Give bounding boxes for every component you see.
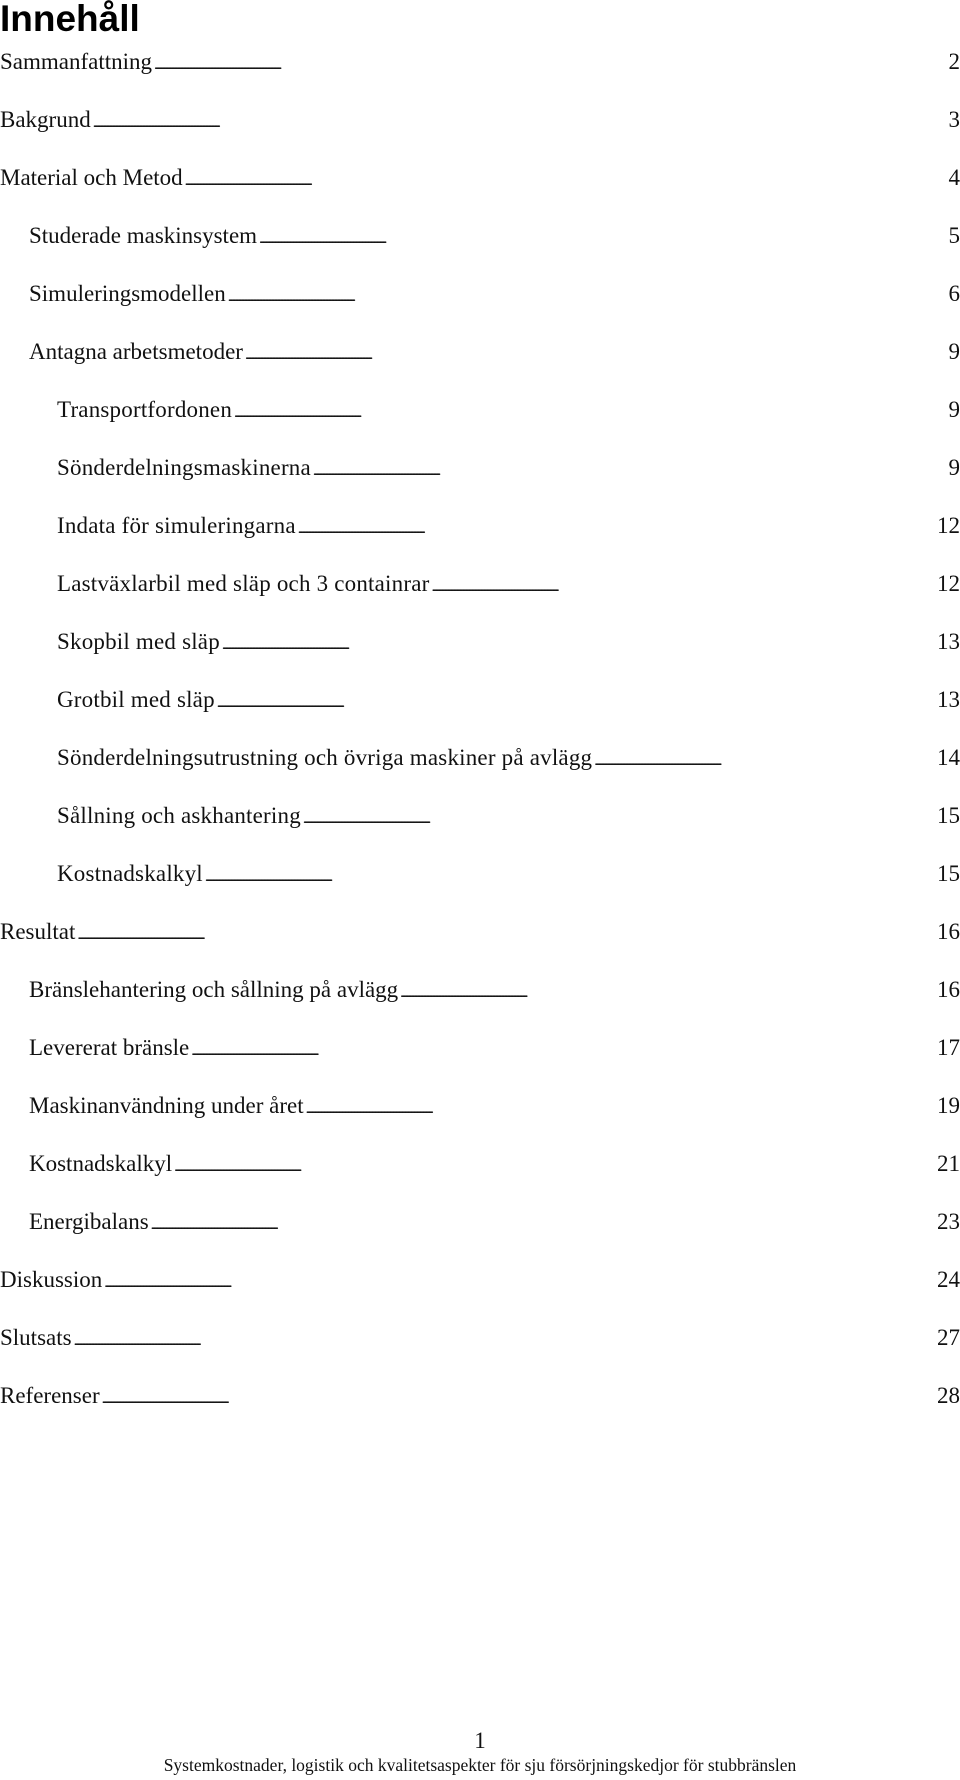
toc-entry[interactable]: [0, 623, 960, 681]
toc-entry-page-number: 2: [948, 49, 960, 74]
toc-entry-title: Bränslehantering och sållning på avlägg: [29, 977, 399, 1002]
toc-entry[interactable]: [0, 101, 960, 159]
toc-entry-title: Lastväxlarbil med släp och 3 containrar: [57, 571, 430, 596]
toc-entry-page-number: 27: [937, 1325, 960, 1350]
toc-entry-page-number: 15: [937, 803, 960, 828]
toc-entry-title: Slutsats: [0, 1325, 72, 1350]
toc-entry-page-number: 12: [937, 571, 960, 596]
dot-leader: [93, 105, 946, 139]
toc-entry-page-number: 16: [937, 977, 960, 1002]
toc-entry-title: Indata för simuleringarna: [57, 513, 296, 538]
toc-entry[interactable]: [0, 1029, 960, 1087]
toc-entry[interactable]: [0, 855, 960, 913]
toc-entry-page-number: 6: [948, 281, 960, 306]
dot-leader: [431, 569, 935, 603]
toc-entry-title: Diskussion: [0, 1267, 103, 1292]
toc-entry-page-number: 23: [937, 1209, 960, 1234]
toc-entry[interactable]: [0, 391, 960, 449]
toc-entry-title: Energibalans: [29, 1209, 149, 1234]
dot-leader: [77, 917, 935, 951]
toc-entry-title: Levererat bränsle: [29, 1035, 190, 1060]
toc-entry-page-number: 24: [937, 1267, 960, 1292]
toc-entry[interactable]: [0, 43, 960, 101]
toc-entry-page-number: 13: [937, 687, 960, 712]
toc-entry-page-number: 21: [937, 1151, 960, 1176]
dot-leader: [222, 627, 935, 661]
toc-entry-title: Studerade maskinsystem: [29, 223, 258, 248]
toc-entry[interactable]: [0, 1087, 960, 1145]
running-footer: Systemkostnader, logistik och kvalitetsaspekter för sju försörjningskedjor för stubbränslen: [163, 1755, 797, 1775]
toc-entry-title: Simuleringsmodellen: [29, 281, 226, 306]
toc-entry[interactable]: [0, 1203, 960, 1261]
dot-leader: [594, 743, 935, 777]
toc-entry-page-number: 19: [937, 1093, 960, 1118]
toc-entry[interactable]: [0, 565, 960, 623]
toc-entry[interactable]: [0, 739, 960, 797]
toc-entry[interactable]: [0, 1145, 960, 1203]
dot-leader: [259, 221, 946, 255]
toc-entry[interactable]: [0, 681, 960, 739]
toc-entry[interactable]: [0, 507, 960, 565]
dot-leader: [298, 511, 935, 545]
dot-leader: [228, 279, 946, 313]
dot-leader: [205, 859, 935, 893]
toc-entry-title: Referenser: [0, 1383, 100, 1408]
toc-entry-page-number: 28: [937, 1383, 960, 1408]
toc-entry-title: Antagna arbetsmetoder: [29, 339, 243, 364]
toc-entry-title: Transportfordonen: [57, 397, 233, 422]
toc-entry-page-number: 14: [937, 745, 960, 770]
page-number: 1: [474, 1728, 486, 1753]
toc-entry-page-number: 5: [948, 223, 960, 248]
toc-entry-page-number: 9: [948, 397, 960, 422]
dot-leader: [245, 337, 946, 371]
dot-leader: [74, 1323, 935, 1357]
toc-heading: Innehåll: [0, 0, 140, 39]
toc-entry-page-number: 13: [937, 629, 960, 654]
toc-entry-title: Skopbil med släp: [57, 629, 220, 654]
toc-entry[interactable]: [0, 217, 960, 275]
toc-entry-title: Grotbil med släp: [57, 687, 215, 712]
toc-entry-title: Material och Metod: [0, 165, 183, 190]
toc-entry[interactable]: [0, 971, 960, 1029]
toc-entry[interactable]: [0, 275, 960, 333]
toc-entry-page-number: 12: [937, 513, 960, 538]
dot-leader: [217, 685, 935, 719]
toc-entry[interactable]: [0, 449, 960, 507]
dot-leader: [303, 801, 935, 835]
dot-leader: [400, 975, 935, 1009]
toc-entry-title: Sållning och askhantering: [57, 803, 301, 828]
dot-leader: [313, 453, 946, 487]
toc-entry[interactable]: [0, 1261, 960, 1319]
dot-leader: [154, 47, 946, 81]
toc-entry-page-number: 4: [948, 165, 960, 190]
dot-leader: [234, 395, 946, 429]
toc-entry-title: Kostnadskalkyl: [29, 1151, 173, 1176]
toc-entry-page-number: 3: [948, 107, 960, 132]
dot-leader: [104, 1265, 935, 1299]
toc-entry-title: Maskinanvändning under året: [29, 1093, 304, 1118]
toc-entry-page-number: 17: [937, 1035, 960, 1060]
toc-entry[interactable]: [0, 1377, 960, 1435]
toc-entry-title: Sönderdelningsmaskinerna: [57, 455, 311, 480]
table-of-contents: [0, 43, 960, 1435]
toc-entry[interactable]: [0, 333, 960, 391]
dot-leader: [191, 1033, 935, 1067]
toc-entry-page-number: 16: [937, 919, 960, 944]
toc-entry[interactable]: [0, 1319, 960, 1377]
dot-leader: [151, 1207, 935, 1241]
toc-entry[interactable]: [0, 797, 960, 855]
dot-leader: [306, 1091, 935, 1125]
toc-entry-title: Sammanfattning: [0, 49, 153, 74]
toc-entry-title: Sönderdelningsutrustning och övriga maskiner på avlägg: [57, 745, 593, 770]
toc-entry[interactable]: [0, 159, 960, 217]
dot-leader: [185, 163, 946, 197]
dot-leader: [174, 1149, 935, 1183]
toc-entry-page-number: 15: [937, 861, 960, 886]
toc-entry-title: Resultat: [0, 919, 76, 944]
toc-entry-page-number: 9: [948, 339, 960, 364]
toc-entry-title: Bakgrund: [0, 107, 91, 132]
toc-entry-title: Kostnadskalkyl: [57, 861, 203, 886]
toc-entry[interactable]: [0, 913, 960, 971]
toc-entry-page-number: 9: [948, 455, 960, 480]
dot-leader: [102, 1381, 935, 1415]
